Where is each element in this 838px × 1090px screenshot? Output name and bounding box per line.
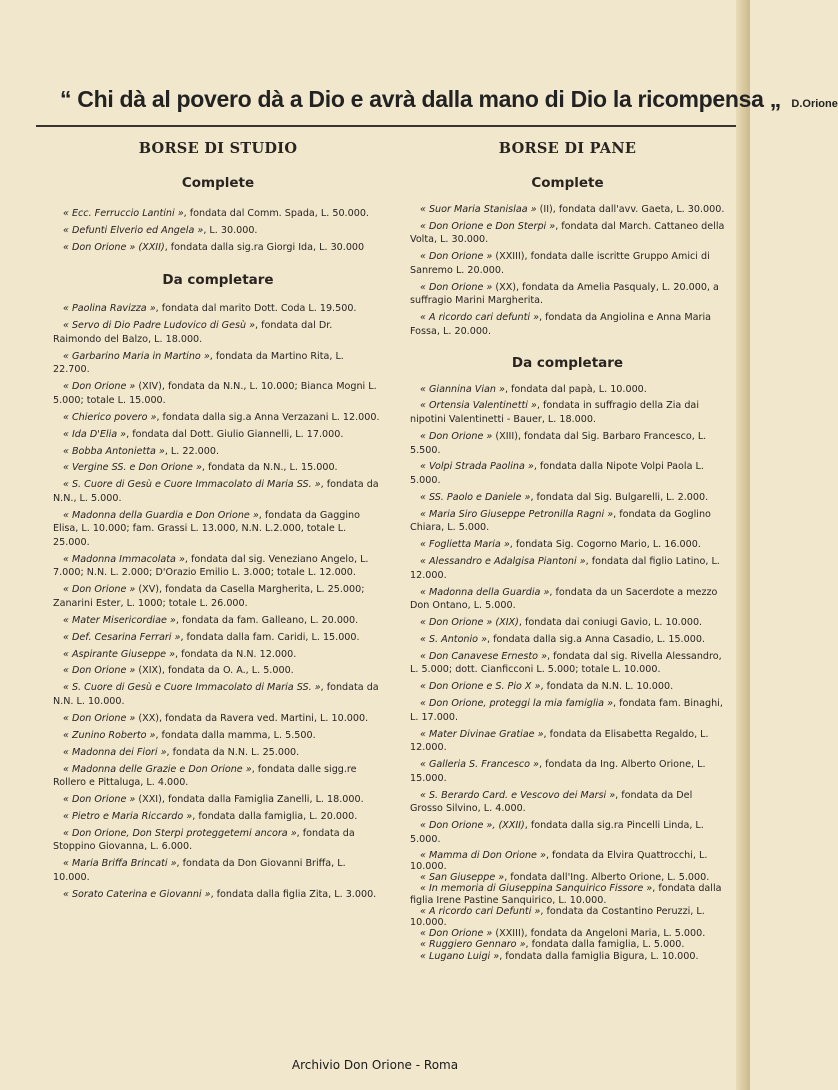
fund-details: , fondata dal Comm. Spada, L. 50.000. [183,208,369,219]
fund-entry [410,758,725,785]
column-borse-di-pane [410,140,725,962]
section-title-to-complete: Da completare [511,354,624,371]
fund-details: , fondata dal sig. Rivella Alessandro, L. 5.000; dott. Cianficconi L. 5.000; totale L. 10.000. [410,650,722,676]
fund-entry [410,650,725,677]
fund-details: , fondata dal Dott. Giulio Giannelli, L. 17.000. [126,428,344,440]
fund-name: « Don Orione » [63,712,136,724]
fund-name: « Don Orione » (XIX) [420,617,519,629]
fund-entry [53,428,383,442]
section-title-to-complete: Da completare [162,272,274,289]
entry-list-complete [410,203,725,339]
fund-name: « Ortensia Valentinetti » [420,400,537,412]
fund-details: , fondata dal figlio Latino, L. 12.000. [410,556,720,581]
fund-details: , fondata dai coniugi Gavio, L. 10.000. [518,617,703,629]
fund-name: « Sorato Caterina e Giovanni » [63,888,211,900]
fund-name: « Madonna della Guardia » [420,586,550,598]
fund-name: « Maria Siro Giuseppe Petronilla Ragni » [420,508,614,520]
fund-entry [410,939,725,950]
fund-details: (XV), fondata da Casella Margherita, L. 25.000; Zanarini Ester, L. 1000; totale L. 26.000. [53,584,365,609]
fund-name: « Madonna della Guardia e Don Orione » [63,509,259,521]
fund-entry [53,763,383,790]
fund-name: « Don Orione » [420,251,493,263]
fund-entry [410,555,725,582]
fund-details: (XXI), fondata dalla Famiglia Zanelli, L. 18.000. [135,794,364,806]
fund-name: « Mater Divinae Gratiae » [420,728,544,740]
fund-entry [53,350,383,377]
fund-entry [410,250,725,277]
fund-name: « SS. Paolo e Daniele » [420,491,531,503]
fund-details: , fondata Sig. Cogorno Mario, L. 16.000. [509,539,701,551]
fund-entry [410,728,725,755]
fund-entry [53,319,383,346]
fund-details: , fondata da N.N. L. 10.000. [53,682,379,707]
fund-name: « Madonna delle Grazie e Don Orione » [63,763,252,775]
fund-entry [410,460,725,487]
fund-entry [410,789,725,816]
fund-entry [53,583,383,610]
fund-details: (XXIII), fondata da Angeloni Maria, L. 5.000. [492,928,706,940]
fund-entry [53,411,383,425]
fund-entry [53,729,383,743]
fund-entry [53,681,383,708]
page-header [60,86,838,113]
fund-details: , fondata dal Dr. Raimondo del Balzo, L. 18.000. [53,320,333,345]
fund-name: « Defunti Elverio ed Angela » [63,224,204,236]
fund-name: « Madonna Immacolata » [63,553,185,565]
fund-name: « Foglietta Maria » [420,539,510,551]
fund-details: , fondata da Costantino Peruzzi, L. 10.000. [410,905,705,928]
fund-entry [410,311,725,338]
fund-entry [410,586,725,613]
fund-entry [53,224,383,238]
fund-details: , fondata dal marito Dott. Coda L. 19.500. [155,303,357,315]
fund-entry [53,553,383,580]
fund-details: (XX), fondata da Ravera ved. Martini, L. 10.000. [135,712,369,724]
fund-entry [410,906,725,928]
fund-name: « Maria Briffa Brincati » [63,858,177,870]
fund-name: « San Giuseppe » [420,872,505,884]
fund-name: « Don Orione » [420,928,493,940]
archive-footer: Archivio Don Orione - Roma [291,1058,459,1072]
fund-details: , fondata da Del Grosso Silvino, L. 4.000. [410,789,693,815]
fund-details: , fondata dalla sig.a Anna Verzazani L. 12.000. [156,411,380,423]
fund-entry [53,445,383,459]
fund-details: , fondata dalla sig.ra Giorgi Ida, L. 30.000 [164,241,365,253]
fund-name: « S. Antonio » [420,634,488,645]
fund-name: « S. Cuore di Gesù e Cuore Immacolato di Maria SS. » [63,682,321,694]
fund-entry [410,491,725,505]
fund-name: « Don Orione e S. Pio X » [420,681,541,693]
fund-name: « In memoria di Giuseppina Sanquirico Fissore » [420,883,653,895]
fund-name: « Suor Maria Stanislaa » [420,204,537,215]
fund-details: , fondata da N.N. L. 10.000. [540,681,674,693]
fund-entry [410,616,725,630]
fund-details: , fondata dalla sig.a Anna Casadio, L. 15.000. [487,634,705,645]
fund-details: , fondata da Elisabetta Regaldo, L. 12.000. [410,728,709,754]
fund-details: , fondata da Stoppino Giovanna, L. 6.000. [53,827,355,853]
fund-details: , fondata dalla fam. Caridi, L. 15.000. [180,631,360,643]
fund-name: « Don Orione » (XXII) [63,241,165,253]
fund-details: (II), fondata dall'avv. Gaeta, L. 30.000. [536,204,725,215]
fund-name: « Don Orione, Don Sterpi proteggetemi ancora » [63,827,297,839]
fund-name: « S. Cuore di Gesù e Cuore Immacolato di Maria SS. » [63,479,321,491]
fund-details: , fondata da un Sacerdote a mezzo Don Ontano, L. 5.000. [410,586,718,612]
fund-name: « Don Orione » [420,430,493,442]
fund-name: « Giannina Vian » [420,383,505,395]
fund-entry [53,810,383,824]
fund-entry [410,220,725,247]
fund-details: , fondata da Angiolina e Anna Maria Fossa, L. 20.000. [410,312,712,337]
fund-details: , fondata fam. Binaghi, L. 17.000. [410,698,723,723]
fund-name: « Don Orione » [63,794,136,806]
fund-entry [410,508,725,535]
column-title: BORSE DI STUDIO [138,140,298,157]
section-title-complete: Complete [181,175,255,191]
fund-name: « Ida D'Elia » [63,428,127,440]
fund-name: « Don Orione » [63,381,136,393]
fund-entry [53,793,383,807]
fund-name: « Don Orione e Don Sterpi » [420,220,556,232]
fund-entry [410,697,725,724]
fund-entry [53,746,383,760]
fund-entry [410,538,725,552]
section-title-complete: Complete [531,175,604,191]
fund-entry [410,819,725,846]
fund-name: « Madonna dei Fiori » [63,746,167,758]
fund-entry [410,951,725,962]
fund-details: , fondata dalla mamma, L. 5.500. [155,729,316,741]
fund-name: « Servo di Dio Padre Ludovico di Gesù » [63,320,256,332]
fund-name: « Mamma di Don Orione » [420,849,546,861]
fund-details: , fondata dalla famiglia, L. 20.000. [192,810,358,822]
fund-entry [53,827,383,854]
entry-list-to-complete-tight [410,850,725,962]
fund-entry [53,461,383,475]
fund-name: « Garbarino Maria in Martino » [63,350,210,362]
fund-name: « Pietro e Maria Riccardo » [63,810,193,822]
fund-entry [410,850,725,872]
fund-details: (XXIII), fondata dalle iscritte Gruppo Amici di Sanremo L. 20.000. [410,251,710,276]
header-rule [36,125,736,127]
fund-entry [53,664,383,678]
fund-name: « Don Orione » [63,665,136,677]
fund-details: , fondata da Martino Rita, L. 22.700. [53,350,344,376]
fund-details: , fondata da Elvira Quattrocchi, L. 10.000. [410,849,708,872]
fund-entry [410,430,725,457]
fund-name: « Don Canavese Ernesto » [420,650,548,662]
header-motto: “ Chi dà al povero dà a Dio e avrà dalla mano di Dio la ricompensa „ [60,86,781,112]
fund-entry [410,680,725,694]
fund-details: , fondata dall'Ing. Alberto Orione, L. 5.000. [504,872,710,884]
fund-details: (XIX), fondata da O. A., L. 5.000. [135,665,294,677]
fund-details: , L. 22.000. [164,445,219,457]
fund-entry [410,203,725,217]
fund-details: , fondata da Goglino Chiara, L. 5.000. [410,508,711,534]
fund-details: , fondata da N.N., L. 15.000. [201,462,338,474]
entry-list-to-complete [53,302,383,901]
fund-details: , fondata dalla famiglia, L. 5.000. [525,939,685,951]
fund-name: « A ricordo cari defunti » [420,312,540,324]
fund-details: , fondata da Gaggino Elisa, L. 10.000; fam. Grassi L. 13.000, N.N. L.2.000, totale L. 25.000. [53,509,360,548]
fund-entry [53,241,383,255]
fund-entry [53,614,383,628]
fund-entry [53,712,383,726]
fund-entry [53,478,383,505]
fund-name: « Don Orione » [63,584,136,596]
fund-entry [53,631,383,645]
fund-entry [53,207,383,221]
fund-name: « Paolina Ravizza » [63,303,156,315]
fund-details: , fondata da N.N., L. 5.000. [53,479,379,504]
fund-entry [53,857,383,884]
fund-name: « Chierico povero » [63,411,157,423]
fund-entry [410,928,725,939]
fund-details: , fondata dal Sig. Bulgarelli, L. 2.000. [530,491,709,503]
fund-name: « S. Berardo Card. e Vescovo dei Marsi » [420,789,616,801]
fund-details: , fondata da Ing. Alberto Orione, L. 15.000. [410,759,706,784]
fund-entry [53,509,383,550]
fund-entry [410,399,725,426]
fund-name: « Lugano Luigi » [420,950,500,962]
fund-details: , fondata dalle sigg.re Rollero e Pittaluga, L. 4.000. [53,763,357,789]
fund-entry [410,872,725,883]
fund-name: « Ecc. Ferruccio Lantini » [63,208,184,219]
fund-details: , fondata da N.N. L. 25.000. [166,746,300,758]
fund-entry [53,648,383,662]
fund-name: « Don Orione, proteggi la mia famiglia » [420,698,614,710]
fund-details: , fondata dalla famiglia Bigura, L. 10.000. [499,950,699,962]
fund-entry [53,888,383,902]
entry-list-to-complete [410,383,725,847]
fund-name: « Def. Cesarina Ferrari » [63,631,181,643]
fund-name: « Volpi Strada Paolina » [420,461,534,473]
fund-details: (XIII), fondata dal Sig. Barbaro Francesco, L. 5.500. [410,430,707,456]
fund-details: , fondata dalla figlia Irene Pastine Sanquirico, L. 10.000. [410,883,722,906]
fund-details: , fondata dal papà, L. 10.000. [504,383,647,395]
fund-entry [410,883,725,905]
fund-details: , fondata in suffragio della Zia dai nipotini Valentinetti - Bauer, L. 18.000. [410,400,699,426]
fund-details: , fondata dalla figlia Zita, L. 3.000. [210,888,377,900]
fund-details: , L. 30.000. [203,224,258,236]
fund-details: , fondata da Don Giovanni Briffa, L. 10.000. [53,858,346,883]
fund-details: , fondata dal sig. Veneziano Angelo, L. 7.000; N.N. L. 2.000; D'Orazio Emilio L. 3.000; totale L. 12.000. [53,553,369,579]
header-author: D.Orione [791,98,838,110]
fund-name: « Zunino Roberto » [63,729,156,741]
fund-details: (XX), fondata da Amelia Pasqualy, L. 20.000, a suffragio Marini Margherita. [410,281,719,307]
fund-name: « A ricordo cari Defunti » [420,905,541,917]
fund-name: « Ruggiero Gennaro » [420,939,526,951]
fund-name: « Mater Misericordiae » [63,614,176,626]
fund-details: , fondata dal March. Cattaneo della Volta, L. 30.000. [410,220,725,246]
fund-name: « Galleria S. Francesco » [420,759,539,771]
column-borse-di-studio [53,140,383,905]
fund-details: (XIV), fondata da N.N., L. 10.000; Bianca Mogni L. 5.000; totale L. 15.000. [53,381,377,406]
fund-entry [410,633,725,647]
fund-name: « Aspirante Giuseppe » [63,648,176,660]
column-title: BORSE DI PANE [498,140,637,157]
fund-details: , fondata da fam. Galleano, L. 20.000. [175,614,359,626]
fund-entry [410,281,725,308]
entry-list-complete [53,207,383,254]
fund-name: « Vergine SS. e Don Orione » [63,462,202,474]
fund-name: « Alessandro e Adalgisa Piantoni » [420,556,586,568]
page-edge [736,0,750,1090]
fund-name: « Bobba Antonietta » [63,445,165,457]
fund-details: , fondata da N.N. 12.000. [175,648,297,660]
fund-entry [53,302,383,316]
fund-name: « Don Orione », (XXII) [420,820,525,832]
fund-details: , fondata dalla Nipote Volpi Paola L. 5.000. [410,461,704,486]
fund-entry [410,383,725,397]
fund-details: , fondata dalla sig.ra Pincelli Linda, L. 5.000. [410,820,704,845]
fund-entry [53,380,383,407]
fund-name: « Don Orione » [420,281,493,293]
